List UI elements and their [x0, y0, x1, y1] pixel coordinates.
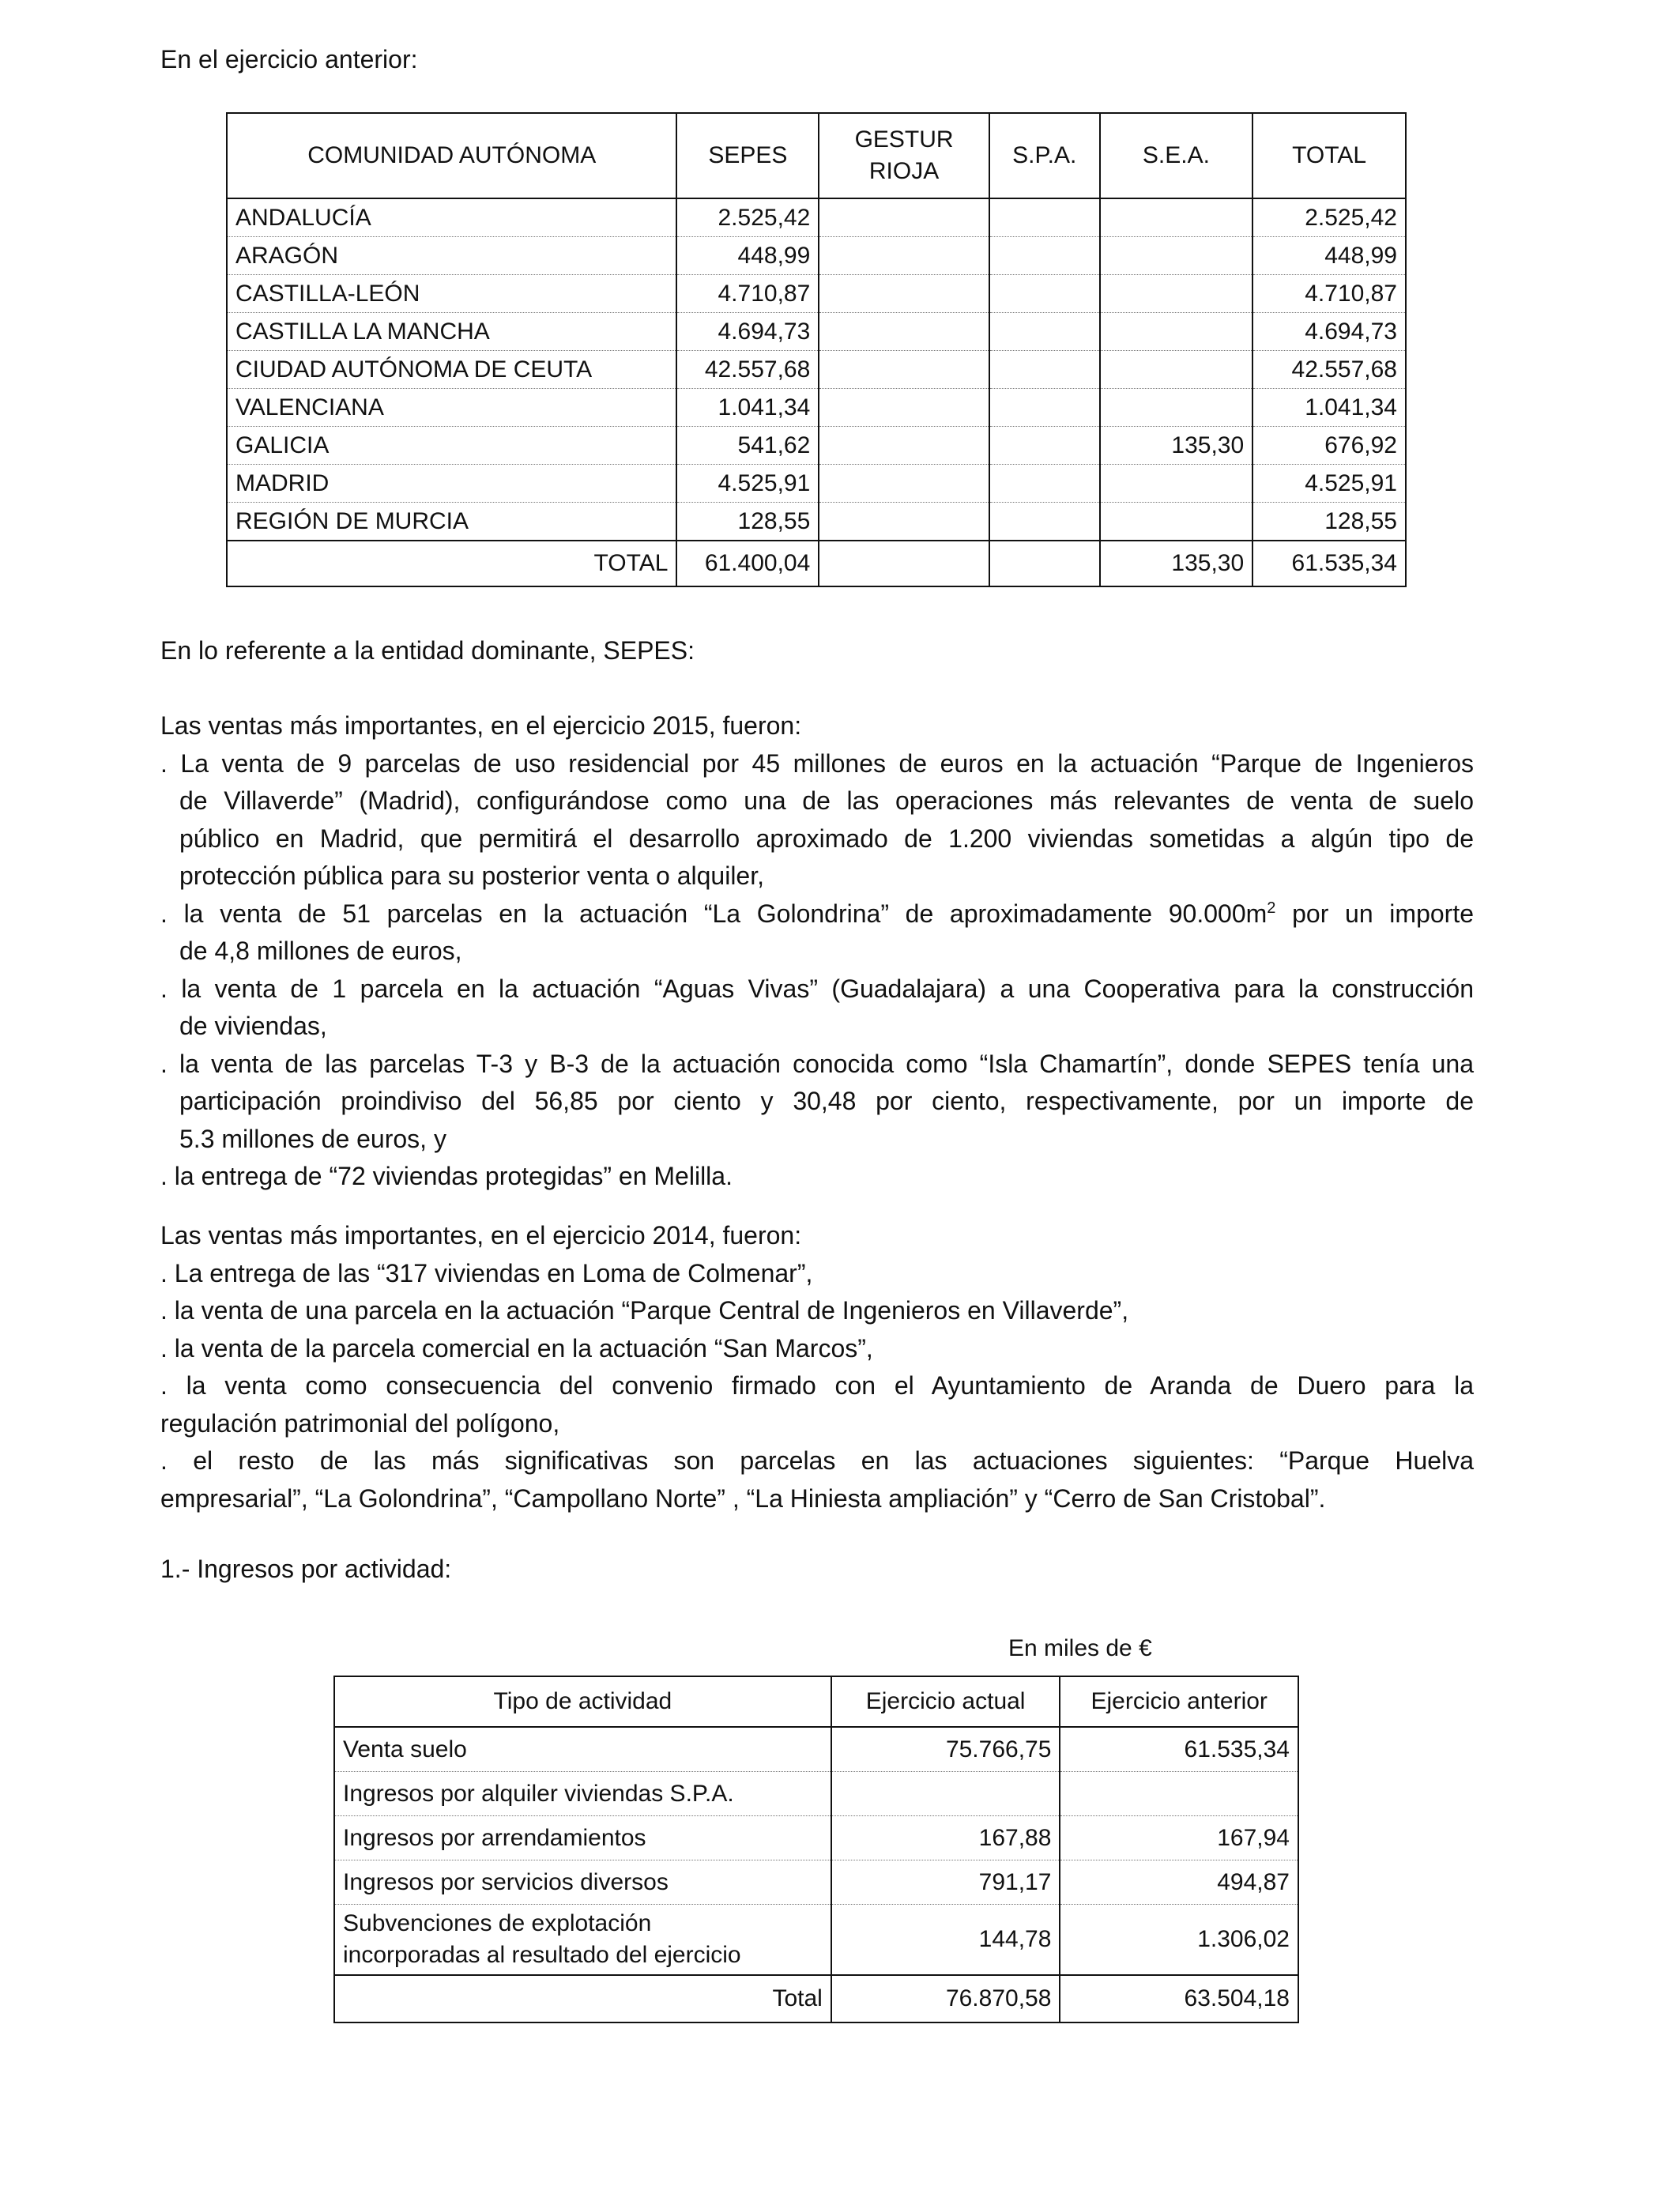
ventas-2014-title: Las ventas más importantes, en el ejercicio 2014, fueron:	[160, 1221, 802, 1250]
ventas-2015-section: Las ventas más importantes, en el ejercicio 2015, fueron: . La venta de 9 parcelas de uso residencial por 45 millones de euros en la actuación “Parque de Ingenieros de Villaverde” (Madrid), configurándose como una de las operaciones más relevantes de venta de suelo público en Madrid, que permitirá el desarrollo aproximado de 1.200 viviendas sometidas a algún tipo de protección pública para su posterior venta o alquiler, . la venta de 51 parcelas en la actuación “La Golondrina” de aproximadamente $90.000m^2$ por un importe de 4,8 millones de euros, . la venta de 1 parcela en la actuación “Aguas Vivas” (Guadalajara) a una Cooperativa para la construcción de viviendas, . la venta de las parcelas T-3 y B-3 de la actuación conocida como “Isla Chamartín”, donde SEPES tenía una participación proindiviso del 56,85 por ciento y 30,48 por ciento, respectivamente, por un importe de 5.3 millones de euros, y . la entrega de “72 viviendas protegidas” en Melilla.	[160, 707, 1474, 1196]
table-row: VALENCIANA 1.041,34 1.041,34	[227, 389, 1406, 427]
table-row: Venta suelo 75.766,75 61.535,34	[334, 1727, 1298, 1772]
header-sea: S.E.A.	[1100, 113, 1253, 198]
table-previous-year-by-region	[226, 112, 1407, 587]
section-ingresos-actividad: 1.- Ingresos por actividad:	[160, 1555, 452, 1583]
paragraph-entidad-dominante: En lo referente a la entidad dominante, SEPES:	[160, 636, 695, 665]
table-row: CIUDAD AUTÓNOMA DE CEUTA 42.557,68 42.557,68	[227, 351, 1406, 389]
table-row: REGIÓN DE MURCIA 128,55 128,55	[227, 503, 1406, 541]
ventas-2015-title: Las ventas más importantes, en el ejercicio 2015, fueron:	[160, 711, 802, 740]
table-row: CASTILLA-LEÓN 4.710,87 4.710,87	[227, 275, 1406, 313]
header-ejercicio-anterior: Ejercicio anterior	[1060, 1676, 1298, 1727]
table-row: ANDALUCÍA 2.525,42 2.525,42	[227, 198, 1406, 237]
header-gestur: GESTUR RIOJA	[819, 113, 989, 198]
table-row: Ingresos por servicios diversos 791,17 494,87	[334, 1860, 1298, 1905]
header-comunidad: COMUNIDAD AUTÓNOMA	[227, 113, 676, 198]
table-row: CASTILLA LA MANCHA 4.694,73 4.694,73	[227, 313, 1406, 351]
table-total-row: TOTAL 61.400,04 135,30 61.535,34	[227, 541, 1406, 586]
table-row: GALICIA 541,62 135,30 676,92	[227, 427, 1406, 465]
header-spa: S.P.A.	[989, 113, 1100, 198]
header-total: TOTAL	[1252, 113, 1406, 198]
table-row: ARAGÓN 448,99 448,99	[227, 237, 1406, 275]
ventas-2014-section: Las ventas más importantes, en el ejercicio 2014, fueron: . La entrega de las “317 viviendas en Loma de Colmenar”, . la venta de una parcela en la actuación “Parque Central de Ingenieros en Villaverde”, . la venta de la parcela comercial en la actuación “San Marcos”, . la venta como consecuencia del convenio firmado con el Ayuntamiento de Aranda de Duero para la regulación patrimonial del polígono, . el resto de las más significativas son parcelas en las actuaciones siguientes: “Parque Huelva empresarial”, “La Golondrina”, “Campollano Norte” , “La Hiniesta ampliación” y “Cerro de San Cristobal”.	[160, 1217, 1474, 1517]
table-row: MADRID 4.525,91 4.525,91	[227, 465, 1406, 503]
table-row: Ingresos por alquiler viviendas S.P.A.	[334, 1772, 1298, 1816]
table-header-row	[227, 113, 1406, 198]
table-row: Subvenciones de explotación incorporadas al resultado del ejercicio 144,78 1.306,02	[334, 1905, 1298, 1976]
units-label: En miles de €	[1008, 1635, 1152, 1661]
table-income-by-activity	[333, 1676, 1299, 2023]
heading-previous-year: En el ejercicio anterior:	[160, 45, 418, 74]
table-row: Ingresos por arrendamientos 167,88 167,94	[334, 1816, 1298, 1860]
header-ejercicio-actual: Ejercicio actual	[831, 1676, 1060, 1727]
table-total-row: Total 76.870,58 63.504,18	[334, 1975, 1298, 2022]
table-header-row	[334, 1676, 1298, 1727]
header-tipo-actividad: Tipo de actividad	[334, 1676, 831, 1727]
header-sepes: SEPES	[676, 113, 819, 198]
